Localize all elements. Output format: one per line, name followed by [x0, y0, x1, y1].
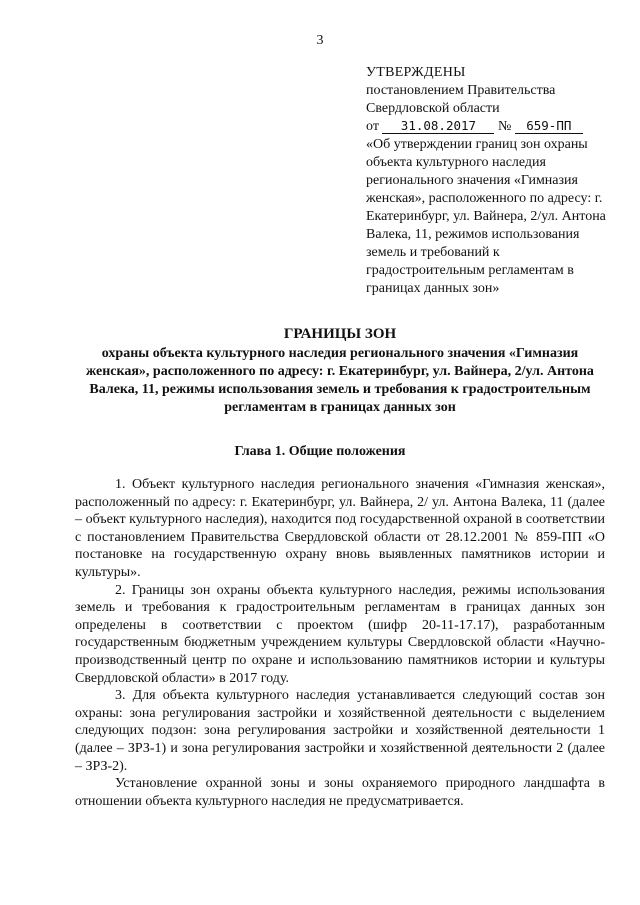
paragraph-1: 1. Объект культурного наследия регионального значения «Гимназия женская», расположенный по адресу: г. Екатеринбург, ул. Вайнера, 2/ ул. Антона Валека, 11 (далее – объект культурного наследия), находится под государственной охраной в соответствии с постановлением Правительства Свердловской области от 28.12.2001 № 859-ПП «О постановке на государственную охрану вновь выявленных памятников истории и культуры».: [75, 477, 605, 580]
paragraph-2: 2. Границы зон охраны объекта культурного наследия, режимы использования земель и требования к градостроительным регламентам в границах данных зон определены в соответствии с проектом (шифр 20-11-17.17), разработанным государственным бюджетным учреждением культуры Свердловской области «Научно-производственный центр по охране и использованию памятников истории и культуры Свердловской области» в 2017 году.: [75, 582, 605, 686]
page-number: 3: [316, 33, 324, 48]
document-title: ГРАНИЦЫ ЗОН: [283, 326, 397, 342]
approval-date-number-line: [366, 118, 616, 136]
approval-heading: УТВЕРЖДЕНЫ: [366, 65, 466, 80]
document-subtitle: охраны объекта культурного наследия регионального значения «Гимназия женская», расположенного по адресу: г. Екатеринбург, ул. Вайнера, 2/ул. Антона Валека, 11, режимы использования земель и требования к градостроительным регламентам в границах данных зон: [86, 346, 594, 415]
approval-block: [366, 64, 616, 298]
document-title-block: [70, 325, 610, 417]
approval-description: «Об утверждении границ зон охраны объекта культурного наследия регионального значения «Гимназия женская», расположенного по адресу: г. Екатеринбург, ул. Вайнера, 2/ул. Антона Валека, 11, режимов использования земель и требований к градостроительным регламентам в границах данных зон»: [366, 137, 606, 296]
approval-line-2: Свердловской области: [366, 101, 500, 116]
paragraph-3: 3. Для объекта культурного наследия устанавливается следующий состав зон охраны: зона регулирования застройки и хозяйственной деятельности с выделением следующих подзон: зона регулирования застройки и хозяйственной деятельности 1 (далее – ЗРЗ-1) и зона регулирования застройки и хозяйственной деятельности 2 (далее – ЗРЗ-2).: [75, 688, 605, 774]
approval-date: 31.08.2017: [382, 118, 494, 134]
chapter-heading: Глава 1. Общие положения: [234, 444, 406, 459]
number-prefix: №: [497, 119, 512, 134]
paragraph-4: Установление охранной зоны и зоны охраняемого природного ландшафта в отношении объекта культурного наследия не предусматривается.: [75, 776, 605, 809]
date-prefix: от: [366, 119, 379, 134]
document-body: [75, 476, 605, 810]
approval-number: 659-ПП: [515, 118, 583, 134]
approval-line-1: постановлением Правительства: [366, 83, 556, 98]
